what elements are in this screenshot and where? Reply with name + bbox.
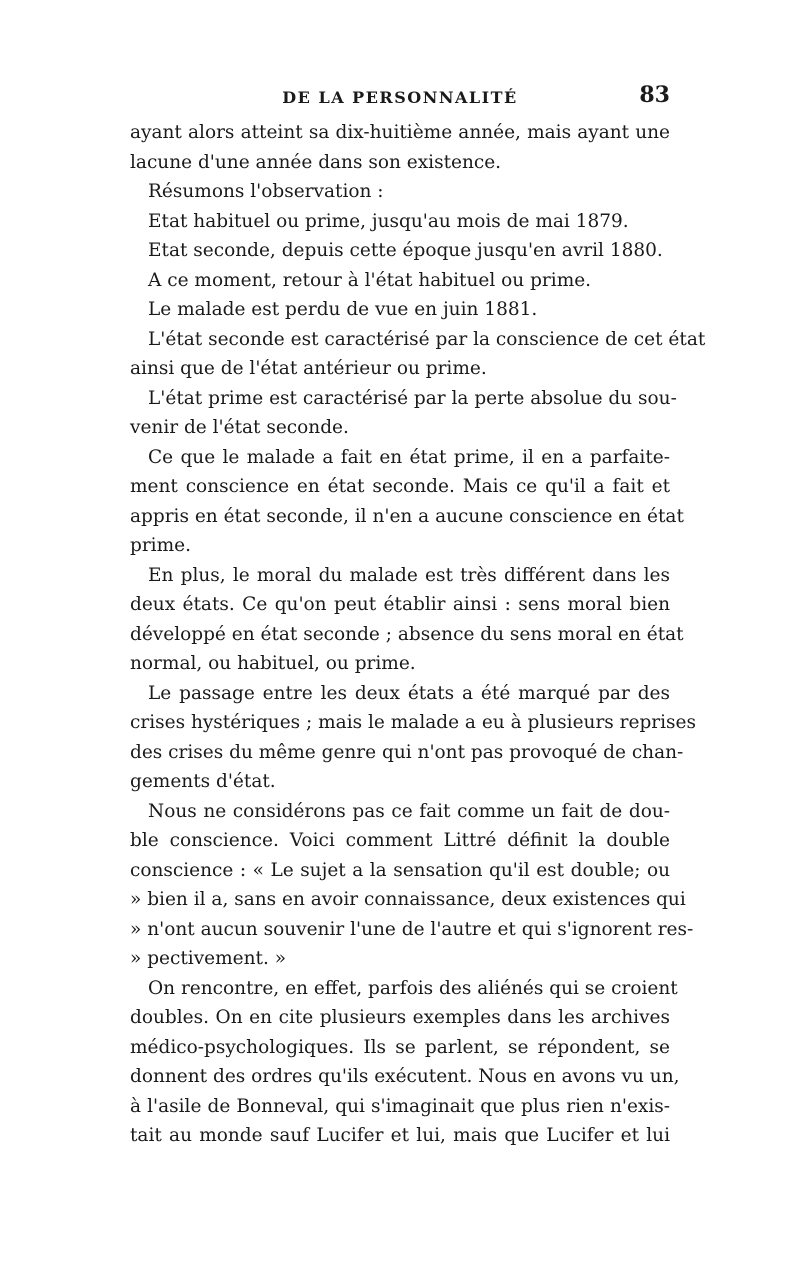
body-text bbox=[130, 118, 706, 1151]
text-line: Résumons l'observation : bbox=[148, 181, 384, 202]
text-line: médico-psychologiques. Ils se parlent, se répondent, se bbox=[130, 1036, 670, 1058]
text-line: lacune d'une année dans son existence. bbox=[130, 151, 502, 173]
text-line: On rencontre, en effet, parfois des aliénés qui se croient bbox=[148, 977, 678, 999]
text-line: L'état prime est caractérisé par la perte absolue du sou- bbox=[148, 387, 677, 409]
text-line: deux états. Ce qu'on peut établir ainsi : sens moral bien bbox=[130, 594, 670, 615]
running-title: DE LA PERSONNALITÉ bbox=[282, 88, 518, 107]
text-line: En plus, le moral du malade est très différent dans les bbox=[148, 564, 670, 586]
running-head bbox=[130, 82, 670, 118]
text-line: des crises du même genre qui n'ont pas provoqué de chan- bbox=[130, 741, 684, 763]
text-line: Etat habituel ou prime, jusqu'au mois de mai 1879. bbox=[148, 210, 629, 232]
text-line: L'état seconde est caractérisé par la conscience de cet état bbox=[148, 328, 706, 350]
text-line: Le passage entre les deux états a été marqué par des bbox=[148, 682, 670, 704]
text-line: » pectivement. » bbox=[130, 948, 287, 969]
text-line: donnent des ordres qu'ils exécutent. Nous en avons vu un, bbox=[130, 1066, 680, 1087]
text-line: doubles. On en cite plusieurs exemples dans les archives bbox=[130, 1007, 670, 1028]
text-line: » bien il a, sans en avoir connaissance, deux existences qui bbox=[130, 889, 686, 910]
page-number: 83 bbox=[639, 82, 670, 108]
text-line: prime. bbox=[130, 535, 191, 556]
text-line: » n'ont aucun souvenir l'une de l'autre et qui s'ignorent res- bbox=[130, 918, 694, 940]
text-line: ble conscience. Voici comment Littré définit la double bbox=[130, 830, 670, 851]
text-line: normal, ou habituel, ou prime. bbox=[130, 653, 416, 674]
text-line: Ce que le malade a fait en état prime, il en a parfaite- bbox=[148, 446, 670, 468]
text-line: ainsi que de l'état antérieur ou prime. bbox=[130, 358, 487, 379]
text-line: Le malade est perdu de vue en juin 1881. bbox=[148, 299, 538, 320]
text-line: ment conscience en état seconde. Mais ce qu'il a fait et bbox=[130, 476, 670, 497]
text-line: à l'asile de Bonneval, qui s'imaginait que plus rien n'exis- bbox=[130, 1095, 670, 1117]
text-line: conscience : « Le sujet a la sensation qu'il est double; ou bbox=[130, 859, 670, 881]
text-line: venir de l'état seconde. bbox=[130, 417, 349, 438]
text-line: crises hystériques ; mais le malade a eu à plusieurs reprises bbox=[130, 712, 696, 733]
text-line: développé en état seconde ; absence du sens moral en état bbox=[130, 623, 684, 645]
text-line: tait au monde sauf Lucifer et lui, mais que Lucifer et lui bbox=[130, 1125, 670, 1146]
text-line: Nous ne considérons pas ce fait comme un fait de dou- bbox=[148, 800, 670, 822]
text-line: ayant alors atteint sa dix-huitième année, mais ayant une bbox=[130, 122, 670, 143]
text-line: gements d'état. bbox=[130, 771, 276, 792]
text-line: appris en état seconde, il n'en a aucune conscience en état bbox=[130, 505, 684, 527]
text-line: Etat seconde, depuis cette époque jusqu'en avril 1880. bbox=[148, 240, 663, 261]
text-line: A ce moment, retour à l'état habituel ou prime. bbox=[148, 269, 592, 291]
